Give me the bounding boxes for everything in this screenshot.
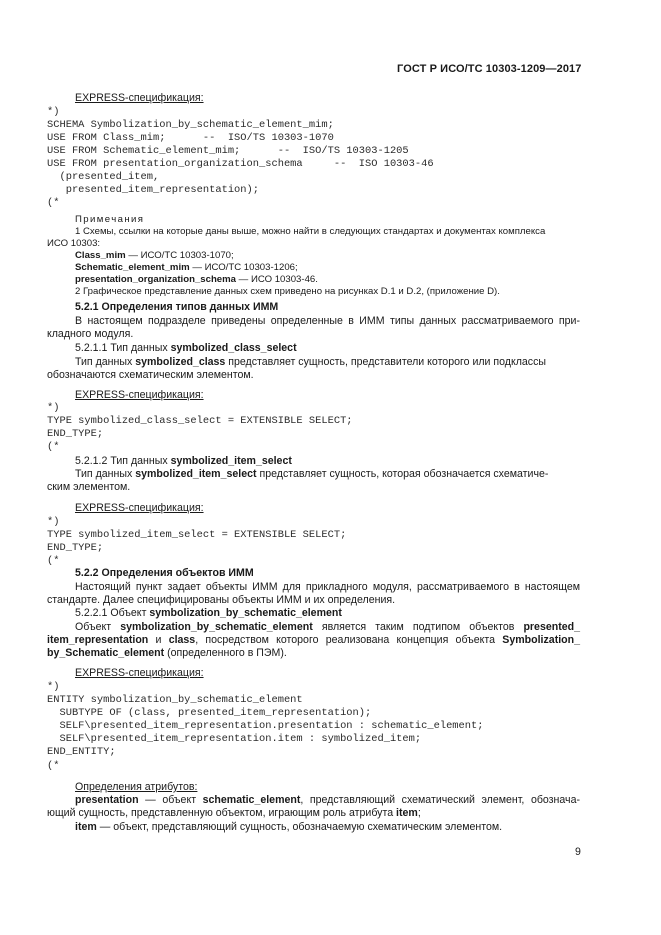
entity-name: presented_ — [523, 621, 580, 633]
code-line: SELF\presented_item_representation.presentation : schematic_element; — [47, 720, 484, 732]
type-name: symbolized_class_select — [170, 342, 297, 354]
code-line: SELF\presented_item_representation.item : symbolized_item; — [47, 733, 422, 745]
entity-name: class — [168, 634, 196, 646]
code-line: END_TYPE; — [47, 428, 104, 440]
text-run: представляет сущность, представители которого или подклассы — [225, 356, 547, 368]
entity-name: schematic_element — [202, 794, 301, 806]
section-5-2-1-1-heading — [75, 342, 297, 355]
section-5-2-1-2-para-line-2: ским элементом. — [47, 481, 131, 493]
ref-document: ИСО 10303-46. — [250, 274, 318, 285]
express-spec-label: EXPRESS-спецификация: — [75, 502, 204, 514]
section-5-2-1-2-heading — [75, 455, 292, 468]
text-run: — объект, представляющий сущность, обозначаемую схематическим элементом. — [96, 821, 503, 833]
note-2: 2 Графическое представление данных схем приведено на рисунках D.1 и D.2, (приложение D). — [75, 286, 500, 297]
code-line: TYPE symbolized_item_select = EXTENSIBLE SELECT; — [47, 529, 347, 541]
notes-heading: Примечания — [75, 214, 145, 225]
text-run: — объект — [138, 794, 203, 806]
attribute-name: item — [75, 821, 97, 833]
code-line: END_TYPE; — [47, 542, 104, 554]
section-5-2-1-1-para-line-1 — [75, 356, 546, 369]
entity-name: item_representation — [47, 634, 149, 646]
entity-name: by_Schematic_element — [47, 647, 165, 659]
note-1-line-1: 1 Схемы, ссылки на которые даны выше, можно найти в следующих стандартах и документах комплекса — [75, 226, 546, 237]
code-comment-open: *) — [47, 516, 60, 528]
code-line: USE FROM Schematic_element_mim; -- ISO/TS 10303-1205 — [47, 145, 409, 157]
code-line: (presented_item, — [47, 171, 160, 183]
code-comment-open: *) — [47, 681, 60, 693]
ref-schema-name: presentation_organization_schema — [75, 274, 237, 285]
code-comment-close: (* — [47, 555, 60, 567]
section-5-2-2-1-para-line-3 — [47, 647, 287, 660]
code-line: END_ENTITY; — [47, 746, 116, 758]
ref-separator: — — [125, 250, 141, 261]
attribute-item-line — [75, 821, 502, 834]
text-run: , представляющий схематический элемент, обознача- — [300, 794, 580, 806]
heading-prefix: 5.2.2.1 Объект — [75, 607, 150, 619]
ref-separator: — — [189, 262, 205, 273]
section-5-2-1-2-para-line-1 — [75, 468, 548, 481]
entity-name: symbolization_by_schematic_element — [120, 621, 313, 633]
code-line: SUBTYPE OF (class, presented_item_representation); — [47, 707, 372, 719]
code-comment-close: (* — [47, 197, 60, 209]
text-run: Объект — [75, 621, 121, 633]
text-run: и — [148, 634, 169, 646]
text-run: ; — [417, 807, 421, 819]
code-comment-open: *) — [47, 106, 60, 118]
entity-name: symbolization_by_schematic_element — [149, 607, 342, 619]
text-run: представляет сущность, которая обозначается схематиче- — [256, 468, 549, 480]
code-line: TYPE symbolized_class_select = EXTENSIBLE SELECT; — [47, 415, 353, 427]
section-5-2-1-1-para-line-2: обозначаются схематическим элементом. — [47, 369, 254, 381]
attribute-presentation-line-2 — [47, 807, 421, 820]
document-header-title: ГОСТ Р ИСО/ТС 10303-1209—2017 — [397, 63, 582, 75]
ref-document: ИСО/ТС 10303-1206; — [204, 262, 298, 273]
attribute-name: presentation — [75, 794, 139, 806]
text-run: (определенного в ПЭМ). — [164, 647, 287, 659]
type-name: symbolized_item_select — [135, 468, 257, 480]
code-line: USE FROM Class_mim; -- ISO/TS 10303-1070 — [47, 132, 334, 144]
section-5-2-1-para-line-1: В настоящем подразделе приведены определенные в ИММ типы данных рассматриваемого при- — [75, 315, 580, 327]
express-spec-label: EXPRESS-спецификация: — [75, 389, 204, 401]
code-line: ENTITY symbolization_by_schematic_element — [47, 694, 303, 706]
type-name: symbolized_class — [135, 356, 226, 368]
text-run: Тип данных — [75, 356, 136, 368]
section-5-2-1-heading: 5.2.1 Определения типов данных ИММ — [75, 301, 279, 313]
note-ref-item — [75, 262, 298, 274]
section-5-2-2-1-para-line-2 — [47, 634, 580, 647]
text-run: , посредством которого реализована концепция объекта — [195, 634, 503, 646]
attribute-name: item — [396, 807, 418, 819]
section-5-2-1-para-line-2: кладного модуля. — [47, 328, 134, 340]
code-comment-open: *) — [47, 402, 60, 414]
note-ref-item — [75, 274, 318, 286]
code-line: USE FROM presentation_organization_schema -- ISO 10303-46 — [47, 158, 434, 170]
text-run: ющий сущность, представленную объектом, играющим роль атрибута — [47, 807, 397, 819]
express-spec-label: EXPRESS-спецификация: — [75, 667, 204, 679]
ref-schema-name: Schematic_element_mim — [75, 262, 190, 273]
ref-separator: — — [236, 274, 251, 285]
note-1-line-2: ИСО 10303: — [47, 238, 101, 249]
heading-prefix: 5.2.1.2 Тип данных — [75, 455, 171, 467]
section-5-2-2-heading: 5.2.2 Определения объектов ИММ — [75, 567, 254, 579]
section-5-2-2-para-line-1: Настоящий пункт задает объекты ИММ для прикладного модуля, рассматриваемого в настоящем — [75, 581, 580, 593]
text-run: является таким подтипом объектов — [312, 621, 524, 633]
attribute-presentation-line-1 — [75, 794, 580, 807]
note-ref-item — [75, 250, 234, 262]
section-5-2-2-1-para-line-1 — [75, 621, 580, 634]
ref-document: ИСО/ТС 10303-1070; — [140, 250, 234, 261]
ref-schema-name: Class_mim — [75, 250, 126, 261]
heading-prefix: 5.2.1.1 Тип данных — [75, 342, 171, 354]
text-run: Тип данных — [75, 468, 136, 480]
page-number: 9 — [575, 846, 581, 858]
section-5-2-2-para-line-2: стандарте. Далее специфицированы объекты ИММ и их определения. — [47, 594, 396, 606]
express-spec-label: EXPRESS-спецификация: — [75, 92, 204, 104]
entity-name: Symbolization_ — [502, 634, 580, 646]
code-line: presented_item_representation); — [47, 184, 260, 196]
code-comment-close: (* — [47, 760, 60, 772]
section-5-2-2-1-heading — [75, 607, 342, 620]
code-line: SCHEMA Symbolization_by_schematic_element_mim; — [47, 119, 334, 131]
type-name: symbolized_item_select — [170, 455, 292, 467]
attributes-heading: Определения атрибутов: — [75, 781, 198, 793]
code-comment-close: (* — [47, 441, 60, 453]
